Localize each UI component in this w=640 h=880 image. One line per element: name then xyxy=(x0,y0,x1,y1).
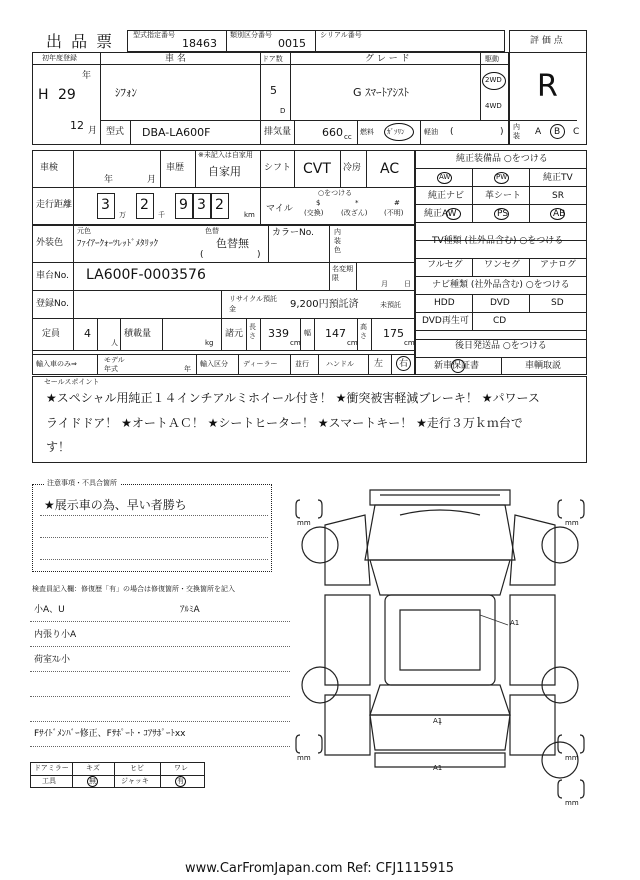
car-name-label: 車 名 xyxy=(165,54,186,64)
doors-label: ドア数 xyxy=(262,55,283,63)
sales-points-line-3: す！ xyxy=(46,440,71,454)
odo-exchange: (交換) xyxy=(304,209,324,217)
grade-label: グ レ ー ド xyxy=(365,54,410,64)
capacity-unit: 人 xyxy=(111,339,118,347)
first-reg-label: 初年度登録 xyxy=(42,54,77,62)
sales-points-label: セールスポイント xyxy=(44,378,100,386)
mileage-digit-4: 3 xyxy=(197,197,206,213)
drive-label: 駆動 xyxy=(485,55,499,63)
mileage-label: 走行距離 xyxy=(36,200,73,210)
shaken-label: 車検 xyxy=(40,163,59,173)
mile-label: マイル xyxy=(266,204,293,214)
model-cert-label: 型式指定番号 xyxy=(133,31,175,39)
handle-label: ハンドル xyxy=(326,360,354,368)
odo-unknown: (不明) xyxy=(384,209,404,217)
cc-unit: cc xyxy=(344,133,352,141)
tv-fullseg: フルセグ xyxy=(427,260,463,270)
handle-left: 左 xyxy=(374,359,384,369)
equip-std-aw: 純正AW xyxy=(424,209,457,219)
model-type-label: 型式 xyxy=(106,127,125,137)
notes-line-1: ★展示車の為、早い者勝ち xyxy=(44,498,187,512)
later-manual: 車輌取説 xyxy=(525,361,562,371)
original-color-value: ﾌｧｲｱｰｸｫｰﾂﾚｯﾄﾞﾒﾀﾘｯｸ xyxy=(77,239,159,249)
shift-value: CVT xyxy=(303,161,331,177)
legend-mirror: ドアミラー xyxy=(34,764,69,772)
odo-hash: # xyxy=(394,199,400,207)
equip-ab: AB xyxy=(553,209,566,219)
name-change-month: 月 xyxy=(381,280,388,288)
capacity-value: 4 xyxy=(84,327,91,340)
import-label: 輸入車のみ⇒ xyxy=(36,360,77,368)
inspector-label: 検査員記入欄：修復歴「有」の場合は修復箇所・交換箇所を記入 xyxy=(32,585,235,593)
color-no-label: カラーNo. xyxy=(272,228,314,238)
later-warranty: 新車保証書 xyxy=(434,361,480,371)
legend-scratch: キズ xyxy=(86,764,100,772)
diesel-paren-close: ) xyxy=(500,127,504,137)
legend-tools: 工具 xyxy=(42,777,56,785)
diesel-label: 軽油 xyxy=(424,128,438,136)
model-cert-value: 18463 xyxy=(182,37,217,50)
grade-value: G ｽﾏｰﾄｱｼｽﾄ xyxy=(353,86,410,99)
mm-front-left: mm xyxy=(297,519,311,527)
parallel-option: 並行 xyxy=(295,360,309,368)
dealer-option: ディーラー xyxy=(243,360,278,368)
usage-value: 自家用 xyxy=(208,165,241,178)
fuel-value: ｶﾞｿﾘﾝ xyxy=(387,128,405,136)
diesel-paren-open: ( xyxy=(450,127,454,137)
rating-value: R xyxy=(537,69,558,104)
ac-label: 冷房 xyxy=(343,163,362,173)
drive-2wd: 2WD xyxy=(485,76,502,84)
odo-note: ○をつける xyxy=(318,189,353,197)
paint-paren-open: ( xyxy=(200,250,204,260)
legend-jack: ジャッキ xyxy=(121,777,149,785)
mileage-digit-2: 2 xyxy=(140,197,149,213)
ac-value: AC xyxy=(380,161,400,177)
height-value: 175 xyxy=(383,327,404,340)
shaken-month: 月 xyxy=(147,175,157,185)
handle-right: 右 xyxy=(399,359,409,369)
interior-b: B xyxy=(554,127,561,137)
paint-label: 色替 xyxy=(205,227,219,235)
notes-label: 注意事項・不具合箇所 xyxy=(44,480,120,487)
paint-value: 色替無 xyxy=(216,237,249,250)
inspector-item-1: 小A、U xyxy=(34,605,65,615)
original-color-label: 元色 xyxy=(77,227,91,235)
mileage-digit-5: 2 xyxy=(215,197,224,213)
paint-paren-close: ) xyxy=(257,250,261,260)
doors-d: D xyxy=(280,107,286,115)
length-value: 339 xyxy=(268,327,289,340)
tv-analog: アナログ xyxy=(540,260,577,270)
interior-c: C xyxy=(573,127,580,137)
width-label: 幅 xyxy=(304,329,311,337)
chassis-label: 車台No. xyxy=(36,271,69,281)
mileage-unit: km xyxy=(244,211,255,219)
equip-tv: 純正TV xyxy=(543,173,573,183)
width-value: 147 xyxy=(325,327,346,340)
month-unit: 月 xyxy=(88,126,98,136)
height-cm: cm xyxy=(404,339,415,347)
car-name-value: ｼﾌｫﾝ xyxy=(115,86,137,99)
length-cm: cm xyxy=(290,339,301,347)
recycle-unpaid: 未預託 xyxy=(380,301,401,309)
chassis-value: LA600F-0003576 xyxy=(86,267,206,283)
later-label: 後日発送品 ○をつける xyxy=(455,341,547,351)
legend-crack: ヒビ xyxy=(130,764,144,772)
exterior-color-label: 外装色 xyxy=(36,238,64,248)
navi-sd: SD xyxy=(551,298,564,308)
model-year-unit: 年 xyxy=(184,365,191,373)
inspector-item-1b: ｱﾙﾐA xyxy=(180,605,200,615)
shaken-year: 年 xyxy=(104,175,114,185)
length-label: 長さ xyxy=(249,323,256,340)
equip-leather: 革シート xyxy=(485,191,522,201)
reg-year: 29 xyxy=(58,87,76,103)
sales-points-line-2: ライドドア！ ★オートＡＣ！ ★シートヒーター！ ★スマートキー！ ★走行３万ｋｍ台で xyxy=(46,416,523,430)
fuel-label: 燃料 xyxy=(360,128,374,136)
category-value: 0015 xyxy=(278,37,306,50)
odo-asterisk: * xyxy=(355,199,359,207)
sales-points-line-1: ★スペシャル用純正１４インチアルミホイール付き！ ★衝突被害軽減ブレーキ！ ★パワース xyxy=(46,391,540,405)
navi-dvd: DVD xyxy=(490,298,510,308)
category-label: 類別区分番号 xyxy=(230,31,272,39)
height-label: 高さ xyxy=(360,323,367,340)
tv-type-label: TV種類 (社外品含む) ○をつける xyxy=(432,236,564,246)
mm-front-right: mm xyxy=(565,519,579,527)
mm-rear-left: mm xyxy=(297,754,311,762)
name-change-label: 名変期限 xyxy=(332,265,353,282)
damage-a1-bumper: A1 xyxy=(433,764,443,772)
model-year-label: モデル年式 xyxy=(104,356,125,373)
mileage-man: 万 xyxy=(119,211,126,219)
navi-dvd-play: DVD再生可 xyxy=(422,316,469,326)
equip-sr: SR xyxy=(552,191,564,201)
width-cm: cm xyxy=(347,339,358,347)
tv-oneseg: ワンセグ xyxy=(484,260,521,270)
mm-spare: mm xyxy=(565,799,579,807)
usage-note: ※未記入は自家用 xyxy=(198,151,253,159)
navi-type-label: ナビ種類 (社外品含む) ○をつける xyxy=(432,280,570,290)
navi-cd: CD xyxy=(493,316,507,326)
mileage-digit-3: 9 xyxy=(179,197,188,213)
year-unit: 年 xyxy=(82,71,92,81)
recycle-value: 9,200円預託済 xyxy=(290,299,359,310)
dims-label: 諸元 xyxy=(225,329,244,339)
equip-navi: 純正ナビ xyxy=(428,191,465,201)
damage-a1-rear: A1 xyxy=(433,717,443,725)
serial-label: シリアル番号 xyxy=(320,31,362,39)
interior-a: A xyxy=(535,127,542,137)
inspector-item-3: 荷室ｽﾚ小 xyxy=(34,655,71,665)
legend-tools-status: 無 xyxy=(89,777,96,785)
navi-hdd: HDD xyxy=(434,298,455,308)
interior-color-label: 内装色 xyxy=(334,228,341,254)
odo-tamper: (改ざん) xyxy=(341,209,368,217)
reg-month: 12 xyxy=(70,119,84,132)
era: H xyxy=(38,87,49,103)
name-change-day: 日 xyxy=(404,280,411,288)
inspector-item-2: 内張り小A xyxy=(34,630,77,640)
equip-pw: PW xyxy=(496,173,508,181)
odo-dollar: $ xyxy=(316,199,321,207)
reg-no-label: 登録No. xyxy=(36,299,69,309)
doors-value: 5 xyxy=(270,84,277,97)
displacement-label: 排気量 xyxy=(264,127,292,137)
page-title: 出 品 票 xyxy=(46,32,115,51)
equip-ps: PS xyxy=(497,209,509,219)
footer-text: www.CarFromJapan.com Ref: CFJ1115915 xyxy=(185,861,455,876)
rating-label: 評 価 点 xyxy=(530,36,563,46)
legend-broken: ワレ xyxy=(174,764,188,772)
import-type-label: 輸入区分 xyxy=(200,360,228,368)
shift-label: シフト xyxy=(264,163,292,173)
load-unit: kg xyxy=(205,339,214,347)
load-label: 積載量 xyxy=(124,329,152,339)
usage-label: 車歴 xyxy=(166,163,185,173)
displacement-value: 660 xyxy=(322,126,343,139)
inspector-item-4: Fｻｲﾄﾞﾒﾝﾊﾞｰ修正、Fｻﾎﾟｰﾄ・ｺｱｻﾎﾟｰﾄxx xyxy=(34,729,186,739)
model-type-value: DBA-LA600F xyxy=(142,126,211,139)
recycle-label: リサイクル預託金 xyxy=(229,295,278,313)
damage-a1-right: A1 xyxy=(510,619,520,627)
drive-4wd: 4WD xyxy=(485,102,502,110)
mileage-digit-1: 3 xyxy=(101,197,110,213)
capacity-label: 定員 xyxy=(42,329,61,339)
legend-jack-status: 有 xyxy=(177,777,184,785)
interior-label: 内装 xyxy=(513,123,520,140)
mm-rear-right: mm xyxy=(565,754,579,762)
mileage-sen: 千 xyxy=(158,211,165,219)
equip-aw: AW xyxy=(439,173,451,181)
std-equipment-label: 純正装備品 ○をつける xyxy=(456,154,548,164)
